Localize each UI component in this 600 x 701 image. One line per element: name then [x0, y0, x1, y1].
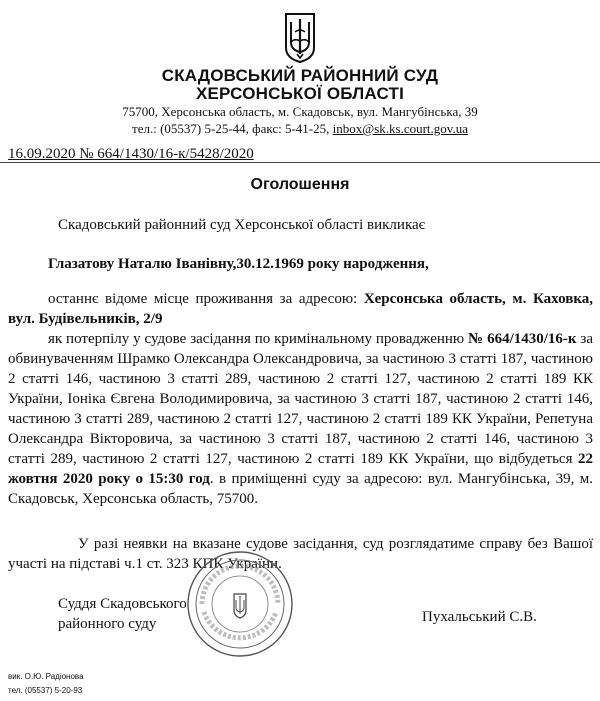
court-address: 75700, Херсонська область, м. Скадовськ, вул. Мангубінська, 39 — [122, 104, 478, 119]
reference-number: 16.09.2020 № 664/1430/16-к/5428/2020 — [8, 146, 254, 162]
court-contacts — [0, 121, 600, 137]
absence-text: У разі неявки на вказане судове засідання, суд розглядатиме справу без Вашої участі на підставі ч.1 ст. 323 КПК України. — [8, 536, 593, 572]
summoned-person: Глазатову Наталю Іванівну,30.12.1969 року народження, — [48, 256, 429, 272]
court-name-line2: ХЕРСОНСЬКОЇ ОБЛАСТІ — [195, 84, 405, 103]
judge-name: Пухальський С.В. — [422, 609, 537, 625]
hearing-place: . в приміщенні суду за адресою: вул. Мангубінська, 39, м. Скадовськ, Херсонська область, 75700. — [8, 471, 593, 507]
judge-title-line2: районного суду — [58, 616, 157, 632]
hearing-datetime: 22 жовтня 2020 року о 15:30 год — [8, 451, 593, 487]
charges-text: за обвинуваченням Шрамко Олександра Олександровича, за частиною 3 статті 187, частиною 2 статті 146, частиною 3 статті 289, частиною 2 статті 127, частиною 2 статті 189 КК України, Іоніка Євгена Володимировича, за частиною 3 статті 187, частиною 2 статті 146, частиною 3 статті 289, частиною 2 статті 127, частиною 2 статті 189 КК України, Репетуна Олександра Вікторовича, за частиною 3 статті 187, частиною 2 статті 146, частиною 3 статті 289, частиною 2 статті 127, частиною 2 статті 189 КК України, що відбудеться — [8, 331, 594, 467]
executor-phone: тел. (05537) 5-20-93 — [8, 686, 83, 695]
residence-address: Херсонська область, м. Каховка, вул. Будівельників, 2/9 — [8, 291, 593, 327]
judge-title-line1: Суддя Скадовського — [58, 596, 187, 612]
residence-lead: останнє відоме місце проживання за адресою: — [48, 291, 364, 307]
executor-name: вик. О.Ю. Радіонова — [8, 672, 84, 681]
case-number: № 664/1430/16-к — [468, 331, 577, 347]
divider — [0, 162, 600, 163]
email-link[interactable]: inbox@sk.ks.court.gov.ua — [332, 121, 468, 136]
court-name-line1: СКАДОВСЬКИЙ РАЙОННИЙ СУД — [161, 66, 439, 85]
absence-notice — [8, 534, 593, 574]
summons-lead: як потерпілу у судове засідання по кримінальному провадженню — [48, 331, 468, 347]
phone-fax: тел.: (05537) 5-25-44, факс: 5-41-25, — [132, 121, 333, 136]
document-title: Оголошення — [250, 176, 350, 193]
trident-emblem-icon — [283, 10, 317, 64]
summons-body — [8, 289, 593, 509]
intro-text: Скадовський районний суд Херсонської області викликає — [58, 217, 426, 233]
court-seal-stamp — [184, 548, 296, 660]
